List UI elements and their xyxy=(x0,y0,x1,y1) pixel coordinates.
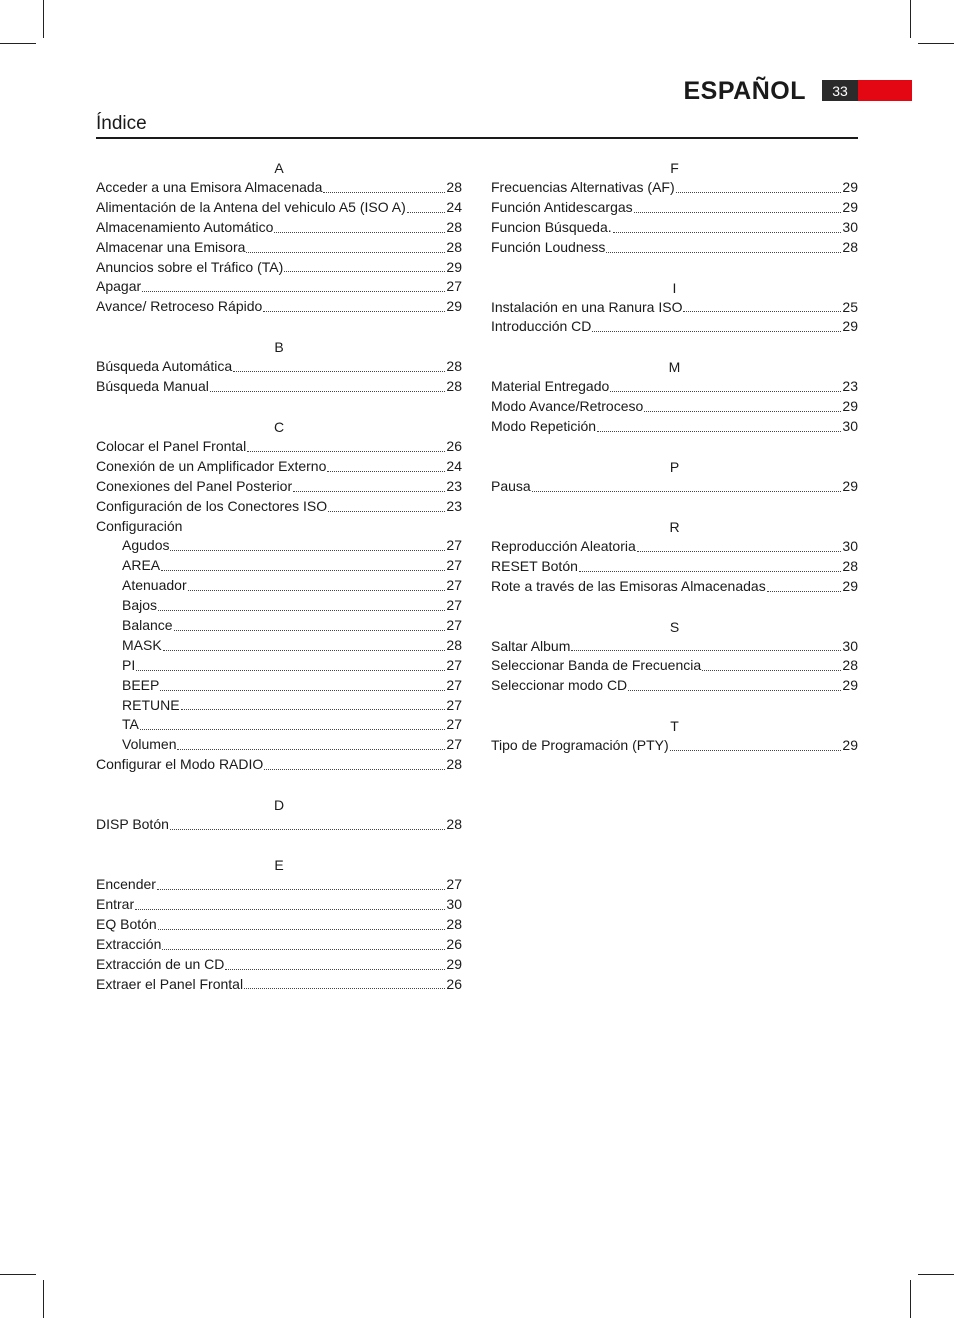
entry-label: Modo Avance/Retroceso xyxy=(491,398,644,415)
entry-label: Alimentación de la Antena del vehiculo A5 (ISO A) xyxy=(96,198,406,215)
index-entry xyxy=(96,556,462,576)
entry-label: TA xyxy=(122,716,139,733)
entry-page: 28 xyxy=(446,378,462,395)
entry-page: 28 xyxy=(842,238,858,255)
entry-page: 27 xyxy=(446,656,462,673)
entry-page: 28 xyxy=(446,756,462,773)
index-entry xyxy=(491,198,858,218)
crop-mark xyxy=(918,43,954,44)
section-letter: B xyxy=(274,339,284,356)
entry-label: Volumen xyxy=(122,736,177,753)
entry-label: Saltar Album xyxy=(491,637,571,654)
entry-page: 27 xyxy=(446,736,462,753)
index-entry xyxy=(96,517,462,537)
dot-leader xyxy=(644,411,841,412)
index-entry xyxy=(491,298,858,318)
dot-leader xyxy=(328,511,445,512)
dot-leader xyxy=(293,491,445,492)
section-letter: D xyxy=(273,797,285,814)
entry-page: 23 xyxy=(446,497,462,514)
index-entry xyxy=(491,676,858,696)
crop-mark xyxy=(0,1274,36,1275)
dot-leader xyxy=(140,729,446,730)
section-gap xyxy=(491,597,858,617)
entry-label: Entrar xyxy=(96,895,135,912)
entry-page: 29 xyxy=(446,298,462,315)
index-entry xyxy=(96,715,462,735)
entry-label: Colocar el Panel Frontal xyxy=(96,438,247,455)
entry-page: 27 xyxy=(446,676,462,693)
entry-label: Balance xyxy=(122,617,173,634)
dot-leader xyxy=(634,212,842,213)
dot-leader xyxy=(157,889,445,890)
entry-page: 29 xyxy=(446,955,462,972)
entry-page: 28 xyxy=(446,915,462,932)
entry-label: Modo Repetición xyxy=(491,418,597,435)
entry-label: RESET Botón xyxy=(491,557,578,574)
entry-page: 29 xyxy=(842,737,858,754)
index-entry xyxy=(491,238,858,258)
index-entry xyxy=(96,497,462,517)
index-entry xyxy=(96,875,462,895)
entry-page: 27 xyxy=(446,696,462,713)
index-entry xyxy=(96,676,462,696)
entry-label: Conexiones del Panel Posterior xyxy=(96,477,293,494)
entry-page: 25 xyxy=(842,298,858,315)
entry-page: 29 xyxy=(842,198,858,215)
dot-leader xyxy=(177,749,445,750)
index-entry xyxy=(96,218,462,238)
index-entry xyxy=(491,477,858,497)
entry-label: Conexión de un Amplificador Externo xyxy=(96,457,327,474)
entry-page: 29 xyxy=(842,179,858,195)
entry-page: 29 xyxy=(842,677,858,694)
index-entry xyxy=(96,198,462,218)
entry-label: BEEP xyxy=(122,676,160,693)
index-entry xyxy=(491,377,858,397)
section-gap xyxy=(96,317,462,337)
entry-page: 26 xyxy=(446,975,462,992)
dot-leader xyxy=(174,630,446,631)
index-entry xyxy=(96,377,462,397)
index-entry xyxy=(96,477,462,497)
entry-label: DISP Botón xyxy=(96,816,169,833)
section-gap xyxy=(491,337,858,357)
index-column-left xyxy=(96,158,462,994)
entry-label: Configurar el Modo RADIO xyxy=(96,756,264,773)
section-letter: C xyxy=(273,419,285,436)
index-entry xyxy=(491,577,858,597)
index-entry xyxy=(491,397,858,417)
entry-page: 28 xyxy=(446,218,462,235)
entry-label: Reproducción Aleatoria xyxy=(491,537,636,554)
crop-mark xyxy=(43,1280,44,1318)
section-letter: E xyxy=(274,857,284,874)
section-letter: S xyxy=(669,618,680,635)
title-rule xyxy=(96,137,858,139)
entry-page: 27 xyxy=(446,716,462,733)
dot-leader xyxy=(161,570,445,571)
index-entry xyxy=(96,975,462,995)
crop-mark xyxy=(0,43,36,44)
section-gap xyxy=(491,497,858,517)
entry-page: 28 xyxy=(446,179,462,195)
entry-page: 28 xyxy=(842,557,858,574)
section-gap xyxy=(96,835,462,855)
crop-mark xyxy=(910,0,911,38)
index-entry xyxy=(96,616,462,636)
index-entry xyxy=(96,895,462,915)
dot-leader xyxy=(683,311,841,312)
entry-label: Bajos xyxy=(122,597,158,614)
entry-page: 30 xyxy=(842,418,858,435)
crop-mark xyxy=(43,0,44,38)
dot-leader xyxy=(246,252,445,253)
dot-leader xyxy=(263,311,445,312)
index-entry xyxy=(491,656,858,676)
entry-page: 28 xyxy=(446,636,462,653)
entry-page: 24 xyxy=(446,457,462,474)
section-letter: I xyxy=(672,279,677,296)
dot-leader xyxy=(188,590,446,591)
index-entry xyxy=(96,636,462,656)
entry-page: 29 xyxy=(842,398,858,415)
index-entry xyxy=(96,277,462,297)
dot-leader xyxy=(628,690,841,691)
entry-label: Búsqueda Automática xyxy=(96,358,233,375)
dot-leader xyxy=(702,670,841,671)
index-entry xyxy=(96,955,462,975)
dot-leader xyxy=(274,232,445,233)
section-gap xyxy=(491,437,858,457)
index-entry xyxy=(96,357,462,377)
index-entry xyxy=(491,736,858,756)
dot-leader xyxy=(592,331,841,332)
entry-label: EQ Botón xyxy=(96,915,157,932)
entry-label: Rote a través de las Emisoras Almacenadas xyxy=(491,577,766,594)
dot-leader xyxy=(571,650,841,651)
entry-page: 28 xyxy=(842,657,858,674)
entry-page: 24 xyxy=(446,198,462,215)
section-letter: F xyxy=(670,160,679,176)
entry-label: Función Antidescargas xyxy=(491,198,633,215)
page-title: Índice xyxy=(96,113,147,134)
accent-bar xyxy=(858,80,912,101)
entry-label: Avance/ Retroceso Rápido xyxy=(96,298,263,315)
entry-label: MASK xyxy=(122,636,162,653)
index-entry xyxy=(491,537,858,557)
entry-label: Encender xyxy=(96,876,156,893)
entry-page: 28 xyxy=(446,816,462,833)
entry-label: AREA xyxy=(122,557,161,574)
dot-leader xyxy=(327,471,445,472)
index-entry xyxy=(96,735,462,755)
entry-label: Anuncios sobre el Tráfico (TA) xyxy=(96,258,284,275)
dot-leader xyxy=(136,670,445,671)
dot-leader xyxy=(767,591,842,592)
index-entry xyxy=(96,815,462,835)
dot-leader xyxy=(637,551,842,552)
dot-leader xyxy=(597,431,841,432)
index-entry xyxy=(96,238,462,258)
entry-label: Extraer el Panel Frontal xyxy=(96,975,244,992)
entry-label: Extracción xyxy=(96,935,162,952)
dot-leader xyxy=(407,212,446,213)
entry-label: Acceder a una Emisora Almacenada xyxy=(96,179,323,195)
section-letter: A xyxy=(274,160,284,176)
index-entry xyxy=(491,637,858,657)
entry-label: Frecuencias Alternativas (AF) xyxy=(491,179,675,195)
entry-label: Material Entregado xyxy=(491,378,610,395)
entry-page: 27 xyxy=(446,278,462,295)
entry-label: Seleccionar modo CD xyxy=(491,677,628,694)
dot-leader xyxy=(162,949,445,950)
dot-leader xyxy=(181,709,446,710)
entry-page: 29 xyxy=(842,478,858,495)
dot-leader xyxy=(160,690,445,691)
index-entry xyxy=(96,656,462,676)
entry-label: RETUNE xyxy=(122,696,180,713)
entry-page: 27 xyxy=(446,577,462,594)
dot-leader xyxy=(158,610,445,611)
language-heading: ESPAÑOL xyxy=(683,77,806,105)
entry-page: 23 xyxy=(842,378,858,395)
entry-label: Introducción CD xyxy=(491,318,592,335)
index-entry xyxy=(96,457,462,477)
entry-page: 28 xyxy=(446,358,462,375)
dot-leader xyxy=(676,192,842,193)
index-entry xyxy=(491,178,858,198)
entry-label: Búsqueda Manual xyxy=(96,378,209,395)
entry-label: Atenuador xyxy=(122,577,187,594)
index-column-right xyxy=(491,158,858,756)
dot-leader xyxy=(610,391,841,392)
dot-leader xyxy=(225,969,445,970)
crop-mark xyxy=(910,1280,911,1318)
dot-leader xyxy=(158,929,446,930)
index-entry xyxy=(96,258,462,278)
section-letter: M xyxy=(668,359,681,376)
entry-page: 29 xyxy=(842,318,858,335)
entry-page: 30 xyxy=(446,895,462,912)
index-entry xyxy=(96,536,462,556)
index-entry xyxy=(96,696,462,716)
dot-leader xyxy=(670,750,842,751)
dot-leader xyxy=(284,271,445,272)
index-entry xyxy=(96,178,462,198)
page-number-box xyxy=(822,80,912,101)
section-letter: T xyxy=(670,718,679,735)
entry-page: 26 xyxy=(446,438,462,455)
section-gap xyxy=(491,258,858,278)
dot-leader xyxy=(163,650,446,651)
entry-label: Extracción de un CD xyxy=(96,955,225,972)
dot-leader xyxy=(613,232,842,233)
entry-page: 29 xyxy=(446,258,462,275)
entry-label: Instalación en una Ranura ISO xyxy=(491,298,683,315)
entry-label: Almacenar una Emisora xyxy=(96,238,246,255)
index-entry xyxy=(96,576,462,596)
index-entry xyxy=(491,218,858,238)
entry-label: Apagar xyxy=(96,278,142,295)
dot-leader xyxy=(170,550,445,551)
entry-page: 27 xyxy=(446,537,462,554)
entry-label: Funcion Búsqueda. xyxy=(491,218,612,235)
section-letter: R xyxy=(669,518,680,535)
index-entry xyxy=(96,596,462,616)
entry-page: 29 xyxy=(842,577,858,594)
entry-page: 30 xyxy=(842,537,858,554)
entry-page: 23 xyxy=(446,477,462,494)
index-entry xyxy=(96,755,462,775)
entry-page: 27 xyxy=(446,617,462,634)
entry-page: 28 xyxy=(446,238,462,255)
dot-leader xyxy=(233,371,445,372)
entry-label: Seleccionar Banda de Frecuencia xyxy=(491,657,702,674)
index-entry xyxy=(491,317,858,337)
dot-leader xyxy=(170,829,446,830)
page-number: 33 xyxy=(822,80,858,101)
entry-label: Almacenamiento Automático xyxy=(96,218,274,235)
section-gap xyxy=(491,696,858,716)
dot-leader xyxy=(579,571,842,572)
dot-leader xyxy=(210,391,446,392)
entry-label: PI xyxy=(122,656,136,673)
entry-page: 27 xyxy=(446,597,462,614)
index-entry xyxy=(96,437,462,457)
entry-page: 30 xyxy=(842,218,858,235)
section-gap xyxy=(96,775,462,795)
dot-leader xyxy=(264,769,445,770)
index-entry xyxy=(491,417,858,437)
entry-page: 30 xyxy=(842,637,858,654)
section-letter: P xyxy=(669,459,680,476)
dot-leader xyxy=(606,252,841,253)
dot-leader xyxy=(244,988,445,989)
index-entry xyxy=(96,935,462,955)
entry-label: Función Loudness xyxy=(491,238,606,255)
index-entry xyxy=(96,915,462,935)
dot-leader xyxy=(135,909,445,910)
entry-page: 26 xyxy=(446,935,462,952)
dot-leader xyxy=(247,451,445,452)
entry-label: Configuración de los Conectores ISO xyxy=(96,497,328,514)
section-gap xyxy=(96,397,462,417)
dot-leader xyxy=(532,491,842,492)
crop-mark xyxy=(918,1274,954,1275)
entry-label: Agudos xyxy=(122,537,170,554)
dot-leader xyxy=(142,291,445,292)
entry-page: 27 xyxy=(446,557,462,574)
entry-page: 27 xyxy=(446,876,462,893)
index-entry xyxy=(491,557,858,577)
entry-label: Tipo de Programación (PTY) xyxy=(491,737,669,754)
dot-leader xyxy=(323,192,445,193)
entry-label: Pausa xyxy=(491,478,531,495)
entry-label: Configuración xyxy=(96,517,183,534)
index-entry xyxy=(96,297,462,317)
